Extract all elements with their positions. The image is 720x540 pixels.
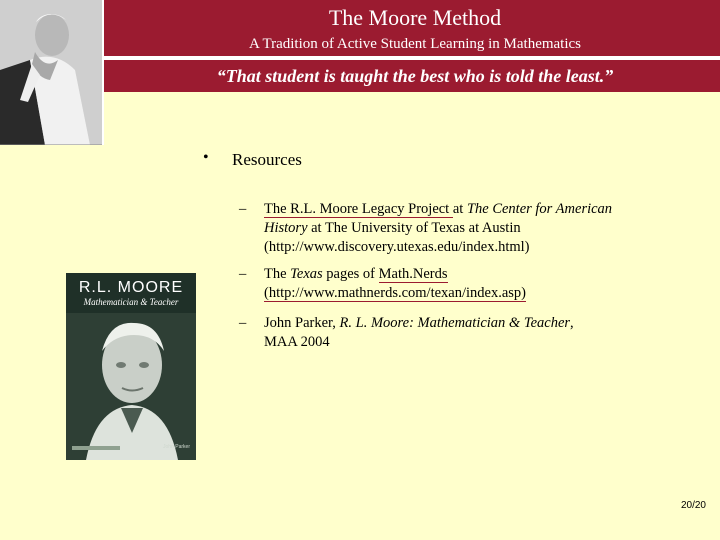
dash-marker: –: [239, 266, 247, 282]
mathnerds-url-link[interactable]: (http://www.mathnerds.com/texan/index.asp): [264, 285, 527, 301]
book-author: John Parker: [163, 444, 190, 450]
slide-quote: “That student is taught the best who is told the least.”: [216, 66, 614, 86]
item3-comma: ,: [570, 315, 574, 331]
item2-the: The: [264, 266, 291, 282]
item2-texas: Texas: [290, 266, 323, 282]
book-subtitle: Mathematician & Teacher: [83, 297, 179, 307]
book-cover-image: [66, 273, 196, 460]
publisher-logo-icon: [72, 446, 120, 450]
item1-center: The Center for American History: [264, 201, 613, 236]
item3-author: John Parker,: [264, 315, 340, 331]
item1-url: (http://www.discovery.utexas.edu/index.html): [264, 239, 530, 255]
legacy-project-link[interactable]: The R.L. Moore Legacy Project: [264, 201, 453, 217]
portrait-photo: [0, 0, 104, 145]
resources-heading: Resources: [232, 150, 302, 169]
item3-book: R. L. Moore: Mathematician & Teacher: [339, 315, 571, 331]
book-title: R.L. MOORE: [78, 279, 184, 296]
item1-location: at The University of Texas at Austin: [307, 220, 521, 236]
mathnerds-link[interactable]: Math.Nerds: [378, 266, 448, 282]
item1-at: at: [452, 201, 467, 217]
slide-title: The Moore Method: [328, 5, 502, 30]
page-number: 20/20: [680, 500, 706, 511]
dash-marker: –: [239, 315, 247, 331]
slide-subtitle: A Tradition of Active Student Learning in Mathematics: [248, 36, 582, 52]
bullet-marker: •: [203, 149, 209, 166]
item2-pages: pages of: [322, 266, 379, 282]
item3-publisher: MAA 2004: [264, 334, 330, 350]
dash-marker: –: [239, 201, 247, 217]
